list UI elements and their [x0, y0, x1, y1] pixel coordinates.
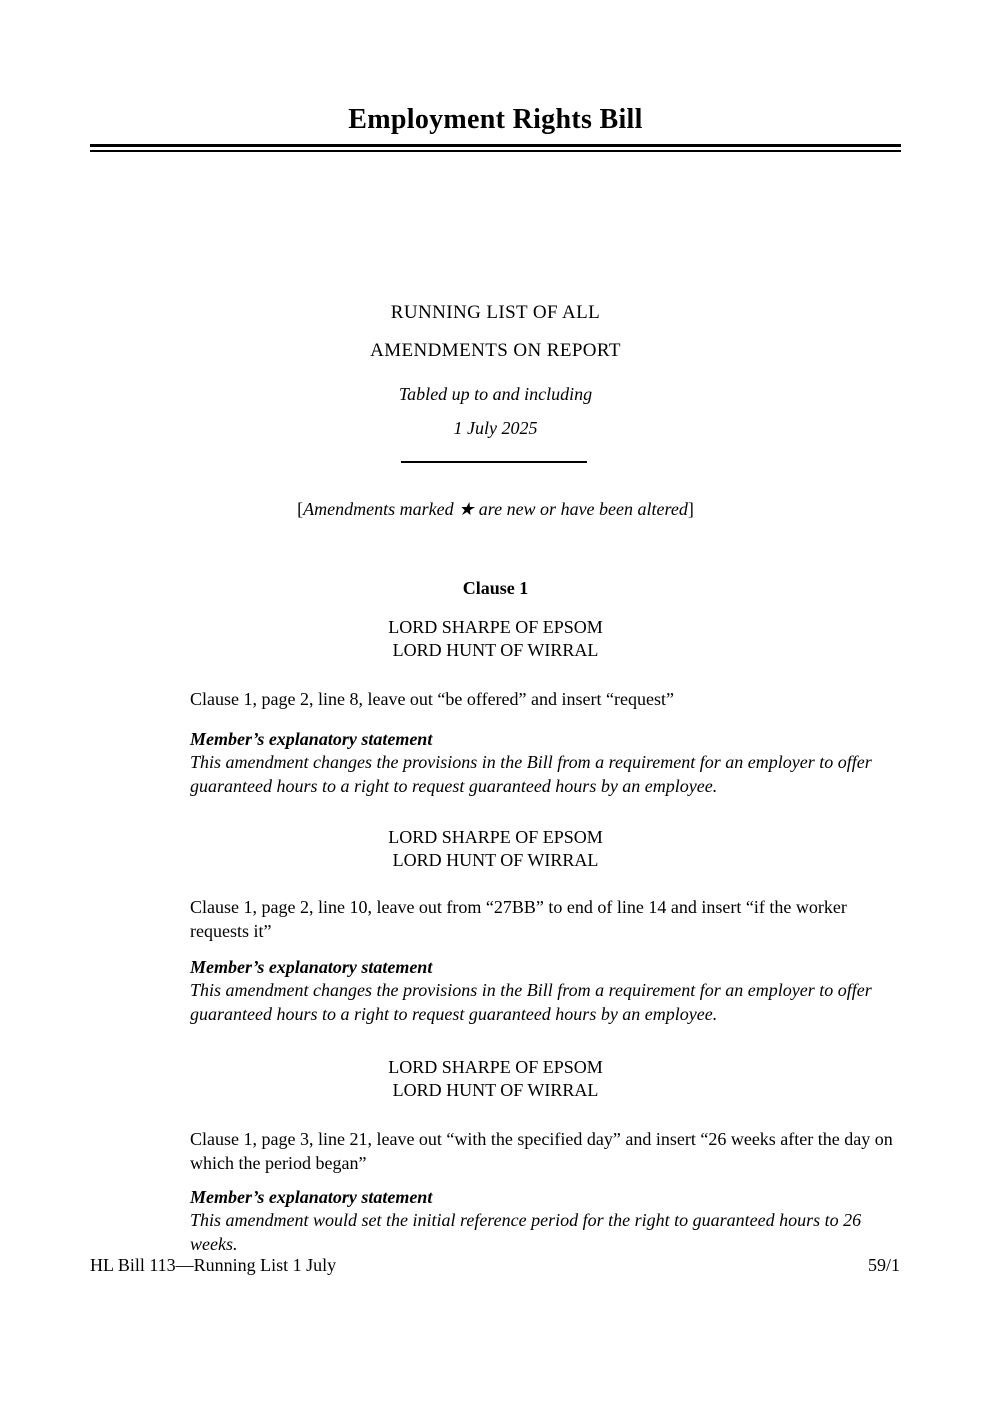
tabled-up-to-line: Tabled up to and including: [398, 384, 593, 404]
amendment-2-explanatory-heading: Member’s explanatory statement: [190, 957, 433, 977]
note-close-bracket: ]: [687, 499, 694, 519]
running-list-heading-line1: RUNNING LIST OF ALL: [390, 302, 601, 323]
amendment-3-text: Clause 1, page 3, line 21, leave out “with the specified day” and insert “26 weeks after the day on which the period began”: [190, 1129, 893, 1173]
amendment-2-text: Clause 1, page 2, line 10, leave out from “27BB” to end of line 14 and insert “if the worker requests it”: [190, 897, 847, 941]
clause-1-heading: Clause 1: [462, 578, 529, 598]
sponsor-name: LORD SHARPE OF EPSOM: [388, 617, 603, 637]
running-list-heading-line2: AMENDMENTS ON REPORT: [370, 340, 621, 361]
amendment-1-explanatory-text: This amendment changes the provisions in the Bill from a requirement for an employer to offer guaranteed hours to a right to request guaranteed hours by an employee.: [190, 752, 872, 796]
sponsor-name: LORD HUNT OF WIRRAL: [392, 1080, 599, 1100]
amendment-3-sponsors: [0, 1056, 991, 1102]
amendment-2-sponsors: [0, 826, 991, 872]
amendment-3-explanatory-text: This amendment would set the initial reference period for the right to guaranteed hours to 26 weeks.: [190, 1210, 862, 1254]
footer-page-number: 59/1: [867, 1255, 900, 1275]
amendment-3-explanatory-heading: Member’s explanatory statement: [190, 1187, 433, 1207]
sponsor-name: LORD SHARPE OF EPSOM: [388, 827, 603, 847]
sponsor-name: LORD HUNT OF WIRRAL: [392, 850, 599, 870]
tabled-date-line: 1 July 2025: [453, 418, 538, 438]
note-open-bracket: [: [297, 499, 304, 519]
amendment-1-sponsors: [0, 616, 991, 662]
amendments-marker-note: [0, 497, 991, 521]
amendment-1-text: Clause 1, page 2, line 8, leave out “be offered” and insert “request”: [190, 689, 674, 709]
document-title: Employment Rights Bill: [348, 104, 643, 135]
note-text: Amendments marked ★ are new or have been altered: [303, 499, 688, 519]
sponsor-name: LORD HUNT OF WIRRAL: [392, 640, 599, 660]
title-double-rule: [90, 144, 901, 152]
sponsor-name: LORD SHARPE OF EPSOM: [388, 1057, 603, 1077]
footer-bill-reference: HL Bill 113—Running List 1 July: [90, 1255, 337, 1275]
amendment-1-explanatory-heading: Member’s explanatory statement: [190, 729, 433, 749]
section-divider-rule: [401, 461, 587, 463]
amendment-2-explanatory-text: This amendment changes the provisions in the Bill from a requirement for an employer to offer guaranteed hours to a right to request guaranteed hours by an employee.: [190, 980, 872, 1024]
